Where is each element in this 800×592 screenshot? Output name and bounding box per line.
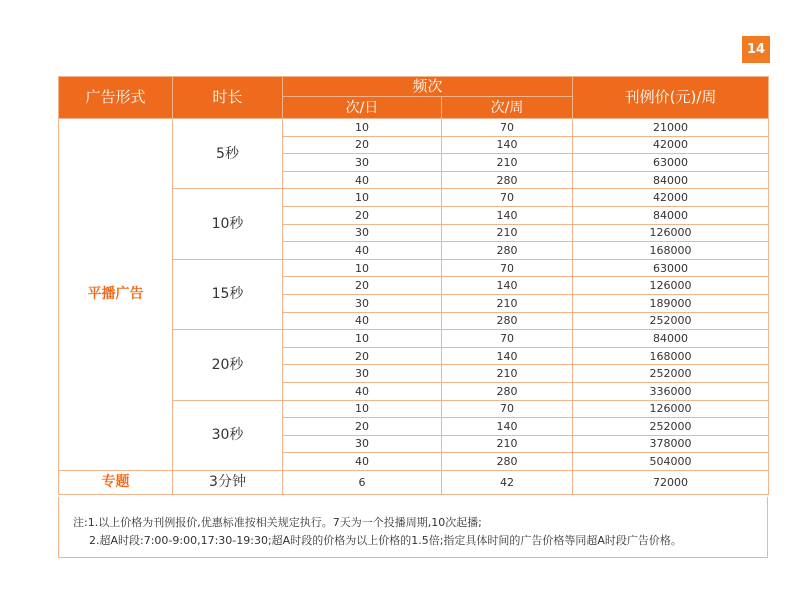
per-day-cell: 40 — [283, 453, 442, 471]
per-week-cell: 70 — [442, 189, 573, 207]
per-week-cell: 140 — [442, 206, 573, 224]
duration-cell: 10秒 — [173, 189, 283, 259]
special-duration-cell: 3分钟 — [173, 470, 283, 494]
per-day-cell: 20 — [283, 206, 442, 224]
per-day-cell: 10 — [283, 259, 442, 277]
table-row — [59, 119, 769, 137]
per-day-cell: 20 — [283, 347, 442, 365]
header-price: 刊例价(元)/周 — [573, 77, 769, 119]
price-cell: 189000 — [573, 294, 769, 312]
per-day-cell: 30 — [283, 365, 442, 383]
price-cell: 63000 — [573, 259, 769, 277]
per-week-cell: 280 — [442, 453, 573, 471]
per-week-cell: 210 — [442, 435, 573, 453]
per-week-cell: 210 — [442, 154, 573, 172]
price-cell: 504000 — [573, 453, 769, 471]
per-day-cell: 40 — [283, 242, 442, 260]
per-week-cell: 140 — [442, 136, 573, 154]
duration-cell: 15秒 — [173, 259, 283, 329]
note-line-1: 注:1.以上价格为刊例报价,优惠标准按相关规定执行。7天为一个投播周期,10次起播; — [73, 516, 482, 529]
per-day-cell: 20 — [283, 136, 442, 154]
price-cell: 126000 — [573, 224, 769, 242]
category-cell: 平播广告 — [59, 119, 173, 471]
per-week-cell: 70 — [442, 259, 573, 277]
notes — [58, 497, 768, 558]
per-week-cell: 140 — [442, 418, 573, 436]
per-week-cell: 210 — [442, 365, 573, 383]
header-duration: 时长 — [173, 77, 283, 119]
price-cell: 84000 — [573, 171, 769, 189]
per-day-cell: 40 — [283, 312, 442, 330]
per-week-cell: 280 — [442, 242, 573, 260]
per-day-cell: 30 — [283, 154, 442, 172]
price-cell: 252000 — [573, 365, 769, 383]
price-cell: 252000 — [573, 312, 769, 330]
per-week-cell: 280 — [442, 312, 573, 330]
special-price-cell: 72000 — [573, 470, 769, 494]
per-week-cell: 140 — [442, 277, 573, 295]
per-day-cell: 30 — [283, 294, 442, 312]
special-per-week-cell: 42 — [442, 470, 573, 494]
note-line-2: 2.超A时段:7:00-9:00,17:30-19:30;超A时段的价格为以上价格的1.5倍;指定具体时间的广告价格等同超A时段广告价格。 — [89, 534, 682, 547]
per-day-cell: 40 — [283, 171, 442, 189]
per-week-cell: 70 — [442, 119, 573, 137]
per-week-cell: 210 — [442, 294, 573, 312]
price-cell: 84000 — [573, 330, 769, 348]
duration-cell: 20秒 — [173, 330, 283, 400]
price-cell: 126000 — [573, 277, 769, 295]
per-week-cell: 280 — [442, 382, 573, 400]
special-per-day-cell: 6 — [283, 470, 442, 494]
per-day-cell: 20 — [283, 418, 442, 436]
price-cell: 126000 — [573, 400, 769, 418]
per-week-cell: 210 — [442, 224, 573, 242]
price-cell: 42000 — [573, 189, 769, 207]
price-cell: 168000 — [573, 347, 769, 365]
price-cell: 63000 — [573, 154, 769, 172]
per-day-cell: 10 — [283, 400, 442, 418]
ad-rate-table — [58, 76, 769, 495]
price-cell: 252000 — [573, 418, 769, 436]
price-cell: 168000 — [573, 242, 769, 260]
price-cell: 336000 — [573, 382, 769, 400]
price-cell: 42000 — [573, 136, 769, 154]
header-format: 广告形式 — [59, 77, 173, 119]
per-day-cell: 20 — [283, 277, 442, 295]
per-week-cell: 140 — [442, 347, 573, 365]
per-week-cell: 70 — [442, 400, 573, 418]
per-day-cell: 30 — [283, 435, 442, 453]
per-day-cell: 30 — [283, 224, 442, 242]
per-week-cell: 70 — [442, 330, 573, 348]
header-per-week: 次/周 — [442, 97, 573, 119]
header-frequency: 频次 — [283, 77, 573, 97]
per-day-cell: 10 — [283, 119, 442, 137]
duration-cell: 30秒 — [173, 400, 283, 470]
table-row-special — [59, 470, 769, 494]
per-day-cell: 40 — [283, 382, 442, 400]
price-cell: 21000 — [573, 119, 769, 137]
page-number-badge: 14 — [742, 36, 770, 63]
header-per-day: 次/日 — [283, 97, 442, 119]
per-day-cell: 10 — [283, 189, 442, 207]
price-cell: 84000 — [573, 206, 769, 224]
duration-cell: 5秒 — [173, 119, 283, 189]
special-format-cell: 专题 — [59, 470, 173, 494]
per-day-cell: 10 — [283, 330, 442, 348]
per-week-cell: 280 — [442, 171, 573, 189]
price-cell: 378000 — [573, 435, 769, 453]
